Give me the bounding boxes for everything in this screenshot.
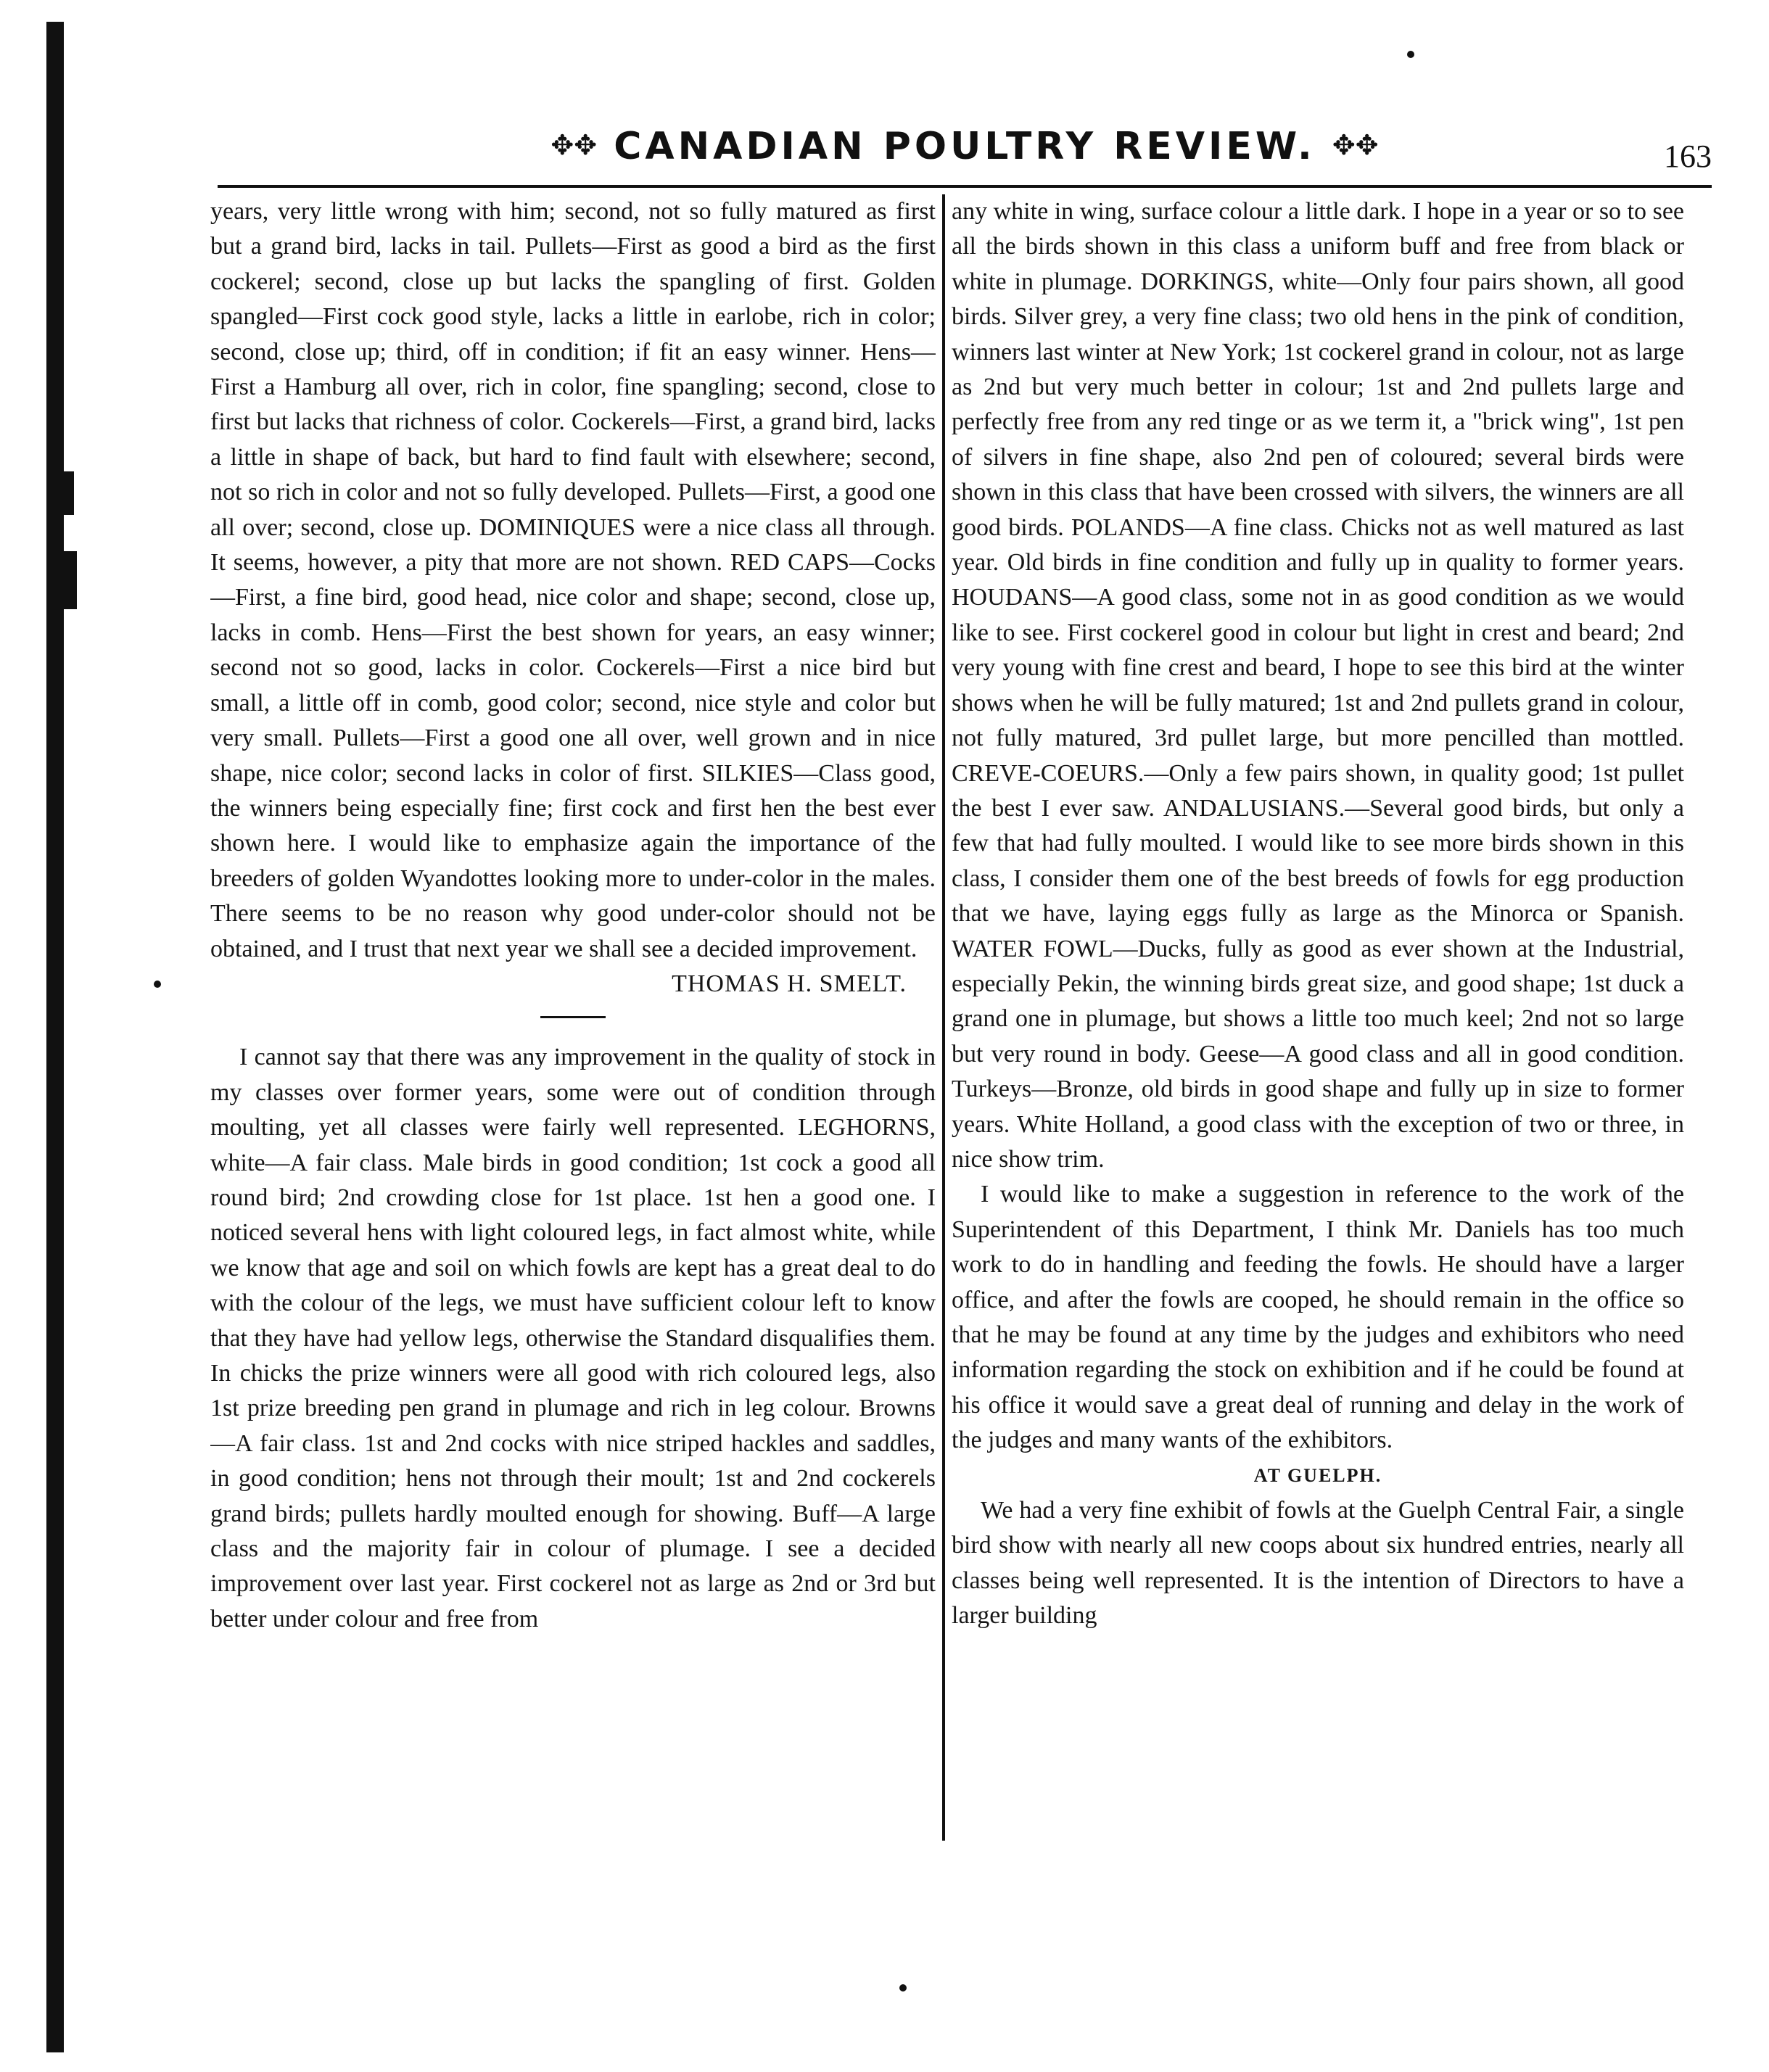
scan-mark [62,471,74,515]
right-paragraph-2: I would like to make a suggestion in reference to the work of the Superintendent of this Department, I think Mr. Daniels has too much work to do in handling and feeding the fowls. He should have a larger office, and after the fowls are cooped, he should remain in the office so that he may be found at any time by the judges and exhibitors who need information regarding the stock on exhibition and if he could be found at his office it would save a great deal of running and delay in the work of the judges and many wants of the exhibitors. [952,1181,1684,1454]
page-header [218,125,1712,183]
masthead [218,125,1712,168]
header-rule [218,185,1712,188]
column-divider [942,194,945,1841]
page-number: 163 [1664,139,1712,174]
section-separator [540,1016,606,1018]
scan-dot [899,1984,907,1991]
scan-dot [1407,51,1414,58]
right-paragraph-3: We had a very fine exhibit of fowls at the Guelph Central Fair, a single bird show with nearly all new coops about six hundred entries, nearly all classes being well represented. It is the intention of Directors to have a larger building [952,1497,1684,1630]
signature: THOMAS H. SMELT. [672,970,907,997]
scan-mark [62,551,77,609]
subheading: AT GUELPH. [1253,1464,1382,1486]
ornament-right-icon: ✥✥ [1332,129,1379,161]
right-paragraph-1: any white in wing, surface colour a little dark. I hope in a year or so to see all the birds shown in this class a uniform buff and free from black or white in plumage. DORKINGS, white—Only four pairs shown, all good birds. Silver grey, a very fine class; two old hens in the pink of condition, winners last winter at New York; 1st cockerel grand in colour, not as large as 2nd but very much better in colour; 1st and 2nd pullets large and perfectly free from any red tinge or as we term it, a "brick wing", 1st pen of silvers in fine shape, also 2nd pen of coloured; several birds were shown in this class that have been crossed with silvers, the winners are all good birds. POLANDS—A fine class. Chicks not as well matured as last year. Old birds in fine condition and fully up in quality to former years. HOUDANS—A good class, some not in as good condition as we would like to see. First cockerel good in colour but light in crest and beard; 2nd very young with fine crest and beard, I hope to see this bird at the winter shows when he will be fully matured; 1st and 2nd pullets grand in colour, not fully matured, 3rd pullet large, but more pencilled than mottled. CREVE-COEURS.—Only a few pairs shown, in quality good; 1st pullet the best I ever saw. ANDALUSIANS.—Several good birds, but only a few that had fully moulted. I would like to see more birds shown in this class, I consider them one of the best breeds of fowls for egg production that we have, laying eggs fully as large as the Minorca or Spanish. WATER FOWL—Ducks, fully as good as ever shown at the Industrial, especially Pekin, the winning birds great size, and good shape; 1st duck a grand one in plumage, but shows a little too much keel; 2nd not so large but very round in body. Geese—A good class and all in good condition. Turkeys—Bronze, old birds in good shape and fully up in size to former years. White Holland, a good class with the exception of two or three, in nice show trim. [952,198,1684,1173]
left-column [210,194,936,1848]
right-column [952,194,1684,1848]
left-paragraph-1: years, very little wrong with him; second, not so fully matured as first but a grand bird, lacks in tail. Pullets—First as good a bird as the first cockerel; second, close up but lacks the spangling of first. Golden spangled—First cock good style, lacks a little in earlobe, rich in color; second, close up; third, off in condition; if fit an easy winner. Hens—First a Hamburg all over, rich in color, fine spangling; second, close to first but lacks that richness of color. Cockerels—First, a grand bird, lacks a little in shape of back, but hard to find fault with elsewhere; second, not so rich in color and not so fully developed. Pullets—First, a good one all over; second, close up. DOMINIQUES were a nice class all through. It seems, however, a pity that more are not shown. RED CAPS—Cocks—First, a fine bird, good head, nice color and shape; second, close up, lacks in comb. Hens—First the best shown for years, an easy winner; second not so good, lacks in color. Cockerels—First a nice bird but small, a little off in comb, good color; second, nice style and color but very small. Pullets—First a good one all over, well grown and in nice shape, nice color; second lacks in color of first. SILKIES—Class good, the winners being especially fine; first cock and first hen the best ever shown here. I would like to emphasize again the importance of the breeders of golden Wyandottes looking more to under-color in the males. There seems to be no reason why good under-color should not be obtained, and I trust that next year we shall see a decided improvement. [210,198,936,962]
ornament-left-icon: ✥✥ [551,129,598,161]
scan-edge-bar [46,22,64,2052]
left-paragraph-2: I cannot say that there was any improvement in the quality of stock in my classes over former years, some were out of condition through moulting, yet all classes were fairly well represented. LEGHORNS, white—A fair class. Male birds in good condition; 1st cock a good all round bird; 2nd crowding close for 1st place. 1st hen a good one. I noticed several hens with light coloured legs, in fact almost white, while we know that age and soil on which fowls are kept has a great deal to do with the colour of the legs, we must have sufficient colour left to know that they have had yellow legs, otherwise the Standard disqualifies them. In chicks the prize winners were all good with rich coloured legs, also 1st prize breeding pen grand in plumage and rich in leg colour. Browns—A fair class. 1st and 2nd cocks with nice striped hackles and saddles, in good condition; hens not through their moult; 1st and 2nd cockerels grand birds; pullets hardly moulted enough for showing. Buff—A large class and the majority fair in colour of plumage. I see a decided improvement over last year. First cockerel not as large as 2nd or 3rd but better under colour and free from [210,1044,936,1633]
scan-dot [154,981,161,988]
masthead-title: CANADIAN POULTRY REVIEW. [614,125,1316,168]
